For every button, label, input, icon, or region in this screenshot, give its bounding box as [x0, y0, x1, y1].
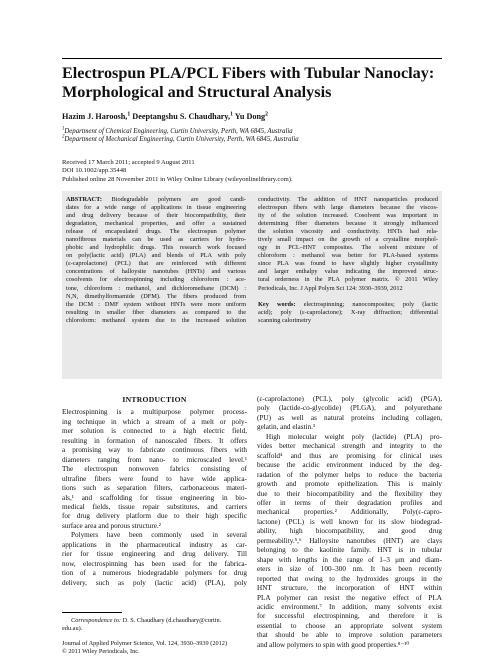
abstract-line: Periodicals, Inc. J Appl Polym Sci 124: 3930–3939, 2012 — [258, 284, 403, 292]
title-line-1: Electrospun PLA/PCL Fibers with Tubular Nanoclay: — [62, 64, 435, 82]
abstract-line: tone, chloroform : methanol, and dichloromethane (DCM) : — [66, 284, 246, 292]
author-name: Hazim J. Haroosh, — [62, 112, 128, 121]
top-rule — [62, 58, 442, 59]
body-text-line: offer in terms of their degradation profiles and — [257, 498, 442, 507]
body-text-line: (PU) as well as natural proteins including collagen, — [257, 413, 442, 422]
body-text-line: and allow polymers to spin with good properties.⁸⁻¹⁰ — [257, 640, 410, 649]
body-text-line: diameters ranging from nano- to microscaled level.¹ — [62, 455, 247, 464]
abstract-line: conductivity. The addition of HNT nanoparticles produced — [258, 196, 438, 203]
abstract-line: determining fiber diameters because it strongly influenced — [258, 220, 438, 228]
abstract-line: electrospun fibers with large diameters because the viscos- — [258, 204, 438, 212]
abstract-line: the DCM : DMF system without HNTs were more uniform — [66, 300, 246, 308]
body-text-line: due to their biocompatibility and the flexibility they — [257, 489, 442, 498]
body-text-line: High molecular weight poly (lactide) (PLA) pro- — [266, 432, 442, 441]
abstract-box — [62, 191, 442, 379]
spacer — [258, 293, 438, 301]
article-title — [62, 64, 442, 102]
body-text-line: The electrospun nonwoven fabrics consisting of — [62, 465, 247, 474]
abstract-line: the solution viscosity and conductivity. HNTs had rela- — [258, 228, 438, 236]
body-text-line: (ε-caprolactone) (PCL), poly (glycolic acid) (PGA), — [257, 395, 442, 403]
body-text-line: mechanical properties.² Additionally, Poly(ε-capro- — [257, 508, 442, 517]
body-text-line: vides better mechanical strength and integrity to the — [257, 442, 442, 451]
body-text-line: delivery, such as poly (lactic acid) (PLA), poly — [62, 578, 247, 587]
body-text-line: that should be able to improve solution parameters — [257, 631, 442, 640]
abstract-line: concentrations of halloysite nanotubes (HNTs) and various — [66, 268, 246, 276]
abstract-line: nanofibrous materials can be used as carriers for hydro- — [66, 236, 246, 244]
abstract-line: and drug delivery because of their biocompatibility, their — [66, 212, 246, 220]
body-text-line: growth and promote epithelization. This is mainly — [257, 480, 442, 489]
keywords-heading: Key words: — [258, 300, 304, 308]
author-affil-mark: 1 — [230, 111, 233, 118]
body-text-line: Polymers have been commonly used in several — [71, 531, 247, 540]
body-text-line: acidic environment.⁷ In addition, many solvents exist — [257, 602, 442, 611]
abstract-line: resulting in smaller fiber diameters as compared to the — [66, 308, 246, 316]
body-text-line: applications in the pharmaceutical industry as car- — [62, 540, 247, 549]
body-text-line: als,¹ and scaffolding for tissue engineering in bio- — [62, 493, 247, 502]
abstract-line: ogy in PCL–HNT composites. The solvent mixture of — [258, 244, 438, 252]
abstract-left-column — [66, 196, 246, 325]
received-accepted-line: Received 17 March 2011; accepted 9 August 2011 — [62, 159, 195, 166]
body-text-line: lactone) (PCL) is well known for its slow biodegrad- — [257, 517, 442, 526]
body-text-line: eters in size of 100–300 nm. It has been recently — [257, 565, 442, 574]
body-text-line: Electrospinning is a multipurpose polymer process- — [62, 408, 247, 417]
body-text-line: permeability.⁵,⁶ Halloysite nanotubes (HNT) are clays — [257, 536, 442, 545]
body-text-line: for successful electrospinning, and therefore it is — [257, 612, 442, 621]
abstract-right-column — [258, 196, 438, 325]
abstract-line: phobic and hydrophilic drugs. This research work focused — [66, 244, 246, 252]
abstract-heading: ABSTRACT: — [66, 196, 112, 203]
body-text-line: surface area and porous structure.² — [62, 521, 161, 530]
doi-line: DOI 10.1002/app.35448 — [62, 167, 127, 175]
abstract-line: (ε-caprolactone) (PCL) that are reinforced with different — [66, 260, 246, 268]
abstract-line: cosolvents for electrospinning including chloroform : ace- — [66, 276, 246, 284]
affiliation-line: $^2$Department of Mechanical Engineering, Curtin University, Perth, WA 6845, Australia — [62, 135, 299, 144]
body-text-line: scaffold⁴ and thus are promising for clinical uses — [257, 451, 442, 460]
body-text-line: PLA polymer can resist the negative effect of PLA — [257, 593, 442, 602]
footnote-rule — [62, 612, 122, 613]
keywords-line: scanning calorimetry — [258, 316, 311, 324]
abstract-line: since PLA was found to have slightly higher crystallinity — [258, 260, 438, 268]
abstract-line: and larger enthalpy value indicating the improved struc- — [258, 268, 438, 276]
journal-line: Journal of Applied Polymer Science, Vol. 124, 3930–3939 (2012) — [62, 640, 228, 647]
body-text-line: rier for tissue engineering and drug delivery. Till — [62, 550, 247, 559]
abstract-line: chloroform: methanol system due to the increased solution — [66, 316, 246, 324]
journal-citation — [62, 640, 227, 656]
abstract-line: N,N, dimethylformamide (DFM). The fibers produced from — [66, 292, 246, 300]
abstract-line: dates for a wide range of applications in tissue engineering — [66, 204, 246, 212]
body-text-line: medical fields, tissue repair substitutes, and carriers — [62, 502, 247, 511]
abstract-line: tively small impact on the growth of a crystalline morphol- — [258, 236, 438, 244]
body-text-line: tion of a numerous biodegradable polymers for drug — [62, 569, 247, 578]
body-text-line: ing technique in which a stream of a melt or poly- — [62, 417, 247, 426]
body-text-line: essential to choose an appropriate solvent system — [257, 621, 442, 630]
body-right-column — [257, 395, 442, 650]
body-text-line: gelatin, and elastin.³ — [257, 423, 316, 432]
body-text-line: a promising way to fabricate continuous fibers with — [62, 446, 247, 455]
body-left-column — [62, 395, 247, 588]
author-name: Deeptangshu S. Chaudhary, — [132, 112, 231, 121]
title-line-2: Morphological and Structural Analysis — [62, 83, 332, 101]
body-text-line: ultrafine fibers were found to have wide applica- — [62, 474, 247, 483]
abstract-line: release of encapsulated drugs. The electrospun polymer — [66, 228, 246, 236]
published-online-line: Published online 28 November 2011 in Wiley Online Library (wileyonlinelibrary.com). — [62, 175, 293, 183]
body-text-line: HNT structure, the incorporation of HNT within — [257, 584, 442, 593]
section-heading-introduction: INTRODUCTION — [122, 395, 187, 404]
body-text-line: ability, high biocompatibility, and good drug — [257, 527, 442, 536]
body-text-line: now, electrospinning has been used for the fabrica- — [62, 559, 247, 568]
keywords-line: Key words: electrospinning; nanocomposites; poly (lactic — [258, 300, 438, 308]
abstract-line: tural orderness in the PLA polymer matrix. © 2011 Wiley — [258, 276, 438, 284]
body-text-line: because the acidic environment induced by the deg- — [257, 461, 442, 470]
correspondence-footnote — [62, 617, 247, 633]
author-affil-mark: 1 — [127, 111, 131, 118]
author-affil-mark: 2 — [265, 111, 269, 118]
body-text-line: belonging to the kaolinite family. HNT is in tubular — [257, 546, 442, 555]
body-text-line: for drug delivery platform due to their high specific — [62, 512, 247, 521]
body-text-line: shape with lengths in the range of 1–3 μm and diam- — [257, 555, 442, 564]
body-text-line: radation of the polymer helps to reduce the bacteria — [257, 470, 442, 479]
footnote-label: Correspondence to: — [71, 617, 121, 624]
footnote-text-cont: edu.au). — [62, 624, 83, 632]
abstract-line: chloroform : methanol was better for PLA-based systems — [258, 252, 438, 260]
footnote-text: D. S. Chaudhary (d.chaudhary@curtin. — [122, 617, 222, 624]
author-name: Yu Dong — [234, 112, 266, 121]
affiliation-line: $^1$Department of Chemical Engineering, Curtin University, Perth, WA 6845, Australia — [62, 126, 293, 135]
abstract-line: degradation, mechanical properties, and offer a sustained — [66, 220, 246, 228]
abstract-line: ity of the solution increased. Cosolvent was important in — [258, 212, 438, 220]
body-text-line: reported that owing to the hydroxides groups in the — [257, 574, 442, 583]
keywords-line: acid); poly (ε-caprolactone); X-ray diffraction; differential — [258, 308, 438, 316]
author-list — [62, 112, 268, 121]
abstract-line: ABSTRACT: Biodegradable polymers are good candi- — [66, 196, 246, 203]
affiliations — [62, 128, 299, 145]
abstract-line: on poly(lactic acid) (PLA) and blends of PLA with poly — [66, 252, 246, 260]
body-text-line: mer solution is connected to a high electric field, — [62, 427, 247, 436]
publication-dates — [62, 159, 293, 184]
body-text-line: resulting in formation of nanoscaled fibers. It offers — [62, 436, 247, 445]
body-text-line: poly (lactide-co-glycolide) (PLGA), and polyurethane — [257, 404, 442, 413]
copyright-line: © 2011 Wiley Periodicals, Inc. — [62, 647, 140, 655]
body-text-line: tions such as separation filters, carbonaceous materi- — [62, 484, 247, 493]
